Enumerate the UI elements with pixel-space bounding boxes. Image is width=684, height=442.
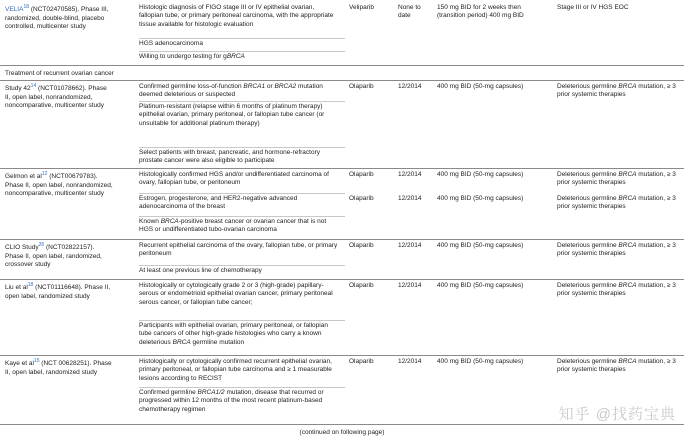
clio-study-desc: (NCT02822157). Phase II, open label, randomized, crossover study xyxy=(5,244,102,269)
gelmon-population-2: Deleterious germline BRCA mutation, ≥ 3 prior systemic therapies xyxy=(557,195,676,211)
velia-date: None to date xyxy=(398,4,421,20)
velia-drug: Veliparib xyxy=(349,4,374,11)
gelmon-criterion-3: Known BRCA-positive breast cancer or ovarian cancer that is not HGS or undifferentiated tubo-ovarian carcinoma xyxy=(139,218,327,234)
clio-drug: Olaparib xyxy=(349,242,374,249)
kaye-population: Deleterious germline BRCA mutation, ≥ 3 prior systemic therapies xyxy=(557,358,676,374)
study42-date: 12/2014 xyxy=(398,83,422,90)
velia-criterion-2: HGS adenocarcinoma xyxy=(139,40,203,47)
divider xyxy=(0,355,684,356)
clio-study-ref[interactable]: 26 xyxy=(38,242,45,248)
velia-study-ref[interactable]: 18 xyxy=(23,4,29,10)
kaye-dose: 400 mg BID (50-mg capsules) xyxy=(437,358,524,365)
clio-criterion-1: Recurrent epithelial carcinoma of the ovary, fallopian tube, or primary peritoneum xyxy=(139,242,338,258)
liu-criterion-2: Participants with epithelial ovarian, primary peritoneal, or fallopian tube cancers of other high-grade histologies who carry a known deleterious BRCA germline mutation xyxy=(139,322,328,346)
liu-dose: 400 mg BID (50-mg capsules) xyxy=(437,282,524,289)
clio-population: Deleterious germline BRCA mutation, ≥ 3 prior systemic therapies xyxy=(557,242,676,258)
gelmon-criterion-1: Histologically confirmed HGS and/or undifferentiated carcinoma of ovary, fallopian tube, or peritoneum xyxy=(139,171,329,187)
liu-study-ref[interactable]: 18 xyxy=(27,282,34,288)
kaye-study-desc: (NCT 00628251). Phase II, open label, randomized study xyxy=(5,360,112,376)
clio-dose: 400 mg BID (50-mg capsules) xyxy=(437,242,524,249)
study42-dose: 400 mg BID (50-mg capsules) xyxy=(437,83,524,90)
liu-drug: Olaparib xyxy=(349,282,374,289)
gelmon-date-2: 12/2014 xyxy=(398,195,422,202)
gelmon-study-name: Gelmon et al xyxy=(5,173,42,181)
gelmon-study-desc: (NCT00679783). Phase II, open label, nonrandomized, noncomparative, multicenter study xyxy=(5,173,113,198)
study42-criterion-2: Platinum-resistant (relapse within 6 months of platinum therapy) epithelial ovarian, primary peritoneal, or fallopian tube cancer (or unsuitable for additional platinum therapy) xyxy=(139,103,325,127)
section-title: Treatment of recurrent ovarian cancer xyxy=(5,70,114,77)
liu-study-name: Liu et al xyxy=(5,284,28,292)
kaye-study xyxy=(5,358,113,377)
velia-population: Stage III or IV HGS EOC xyxy=(557,4,629,11)
gelmon-dose-2: 400 mg BID (50-mg capsules) xyxy=(437,195,524,202)
liu-study-desc: (NCT01116648). Phase II, open label, randomized study xyxy=(5,284,111,300)
divider xyxy=(0,168,684,169)
gelmon-drug-2: Olaparib xyxy=(349,195,374,202)
liu-population: Deleterious germline BRCA mutation, ≥ 3 prior systemic therapies xyxy=(557,282,676,298)
study42-population: Deleterious germline BRCA mutation, ≥ 3 prior systemic therapies xyxy=(557,83,676,99)
study42-criterion-3: Select patients with breast, pancreatic, and hormone-refractory prostate cancer were also eligible to participate xyxy=(139,149,321,165)
study42-study-name: Study 42 xyxy=(5,85,31,93)
watermark: 知乎 @找药宝典 xyxy=(558,406,676,423)
kaye-study-name: Kaye et al xyxy=(5,360,34,368)
study42-study xyxy=(5,83,113,110)
continued-note: (continued on following page) xyxy=(299,429,385,436)
kaye-criterion-2: Confirmed germline BRCA1/2 mutation, disease that recurred or progressed within 12 months of the most recent platinum-based chemotherapy regimen xyxy=(139,389,324,413)
velia-criterion-3: Willing to undergo testing for gBRCA xyxy=(139,53,245,60)
gelmon-drug-1: Olaparib xyxy=(349,171,374,178)
kaye-date: 12/2014 xyxy=(398,358,422,365)
velia-dose: 150 mg BID for 2 weeks then (transition period) 400 mg BID xyxy=(437,4,524,20)
gelmon-date-1: 12/2014 xyxy=(398,171,422,178)
study42-drug: Olaparib xyxy=(349,83,374,90)
gelmon-study xyxy=(5,171,113,198)
liu-criterion-1: Histologically or cytologically grade 2 or 3 (high-grade) papillary-serous or endometrioid epithelial ovarian cancer, primary peritoneal serous cancer, or fallopian tube cancer; xyxy=(139,282,333,306)
liu-study xyxy=(5,282,113,301)
clio-date: 12/2014 xyxy=(398,242,422,249)
gelmon-criterion-2: Estrogen, progesterone, and HER2-negative advanced adenocarcinoma of the breast xyxy=(139,195,298,211)
divider xyxy=(0,239,684,240)
divider xyxy=(0,80,684,81)
gelmon-dose-1: 400 mg BID (50-mg capsules) xyxy=(437,171,524,178)
clio-study xyxy=(5,242,113,269)
study42-criterion-1: Confirmed germline loss-of-function BRCA1 or BRCA2 mutation deemed deleterious or suspected xyxy=(139,83,323,99)
clio-criterion-2: At least one previous line of chemotherapy xyxy=(139,267,262,274)
study42-study-ref[interactable]: 14 xyxy=(30,83,37,89)
kaye-drug: Olaparib xyxy=(349,358,374,365)
kaye-study-ref[interactable]: 15 xyxy=(33,358,40,364)
liu-date: 12/2014 xyxy=(398,282,422,289)
gelmon-population-1: Deleterious germline BRCA mutation, ≥ 3 prior systemic therapies xyxy=(557,171,676,187)
divider xyxy=(0,279,684,280)
gelmon-study-ref[interactable]: 12 xyxy=(41,171,48,177)
study42-study-desc: (NCT01078662). Phase II, open label, nonrandomized, noncomparative, multicenter study xyxy=(5,85,107,110)
velia-study xyxy=(5,4,113,31)
velia-criterion-1: Histologic diagnosis of FIGO stage III or IV epithelial ovarian, fallopian tube, or primary peritoneal carcinoma, with the appropriate tissue available for histologic evaluation xyxy=(139,4,334,28)
velia-study-desc: (NCT02470585). Phase III, randomized, double-blind, placebo controlled, multicenter study xyxy=(5,6,109,31)
velia-study-name[interactable]: VELIA xyxy=(5,6,24,14)
clio-study-name: CLIO Study xyxy=(5,244,39,252)
kaye-criterion-1: Histologically or cytologically confirmed recurrent epithelial ovarian, primary peritoneal, or fallopian tube carcinoma and ≥ 1 measurable lesions according to RECIST xyxy=(139,358,332,382)
divider xyxy=(0,65,684,66)
